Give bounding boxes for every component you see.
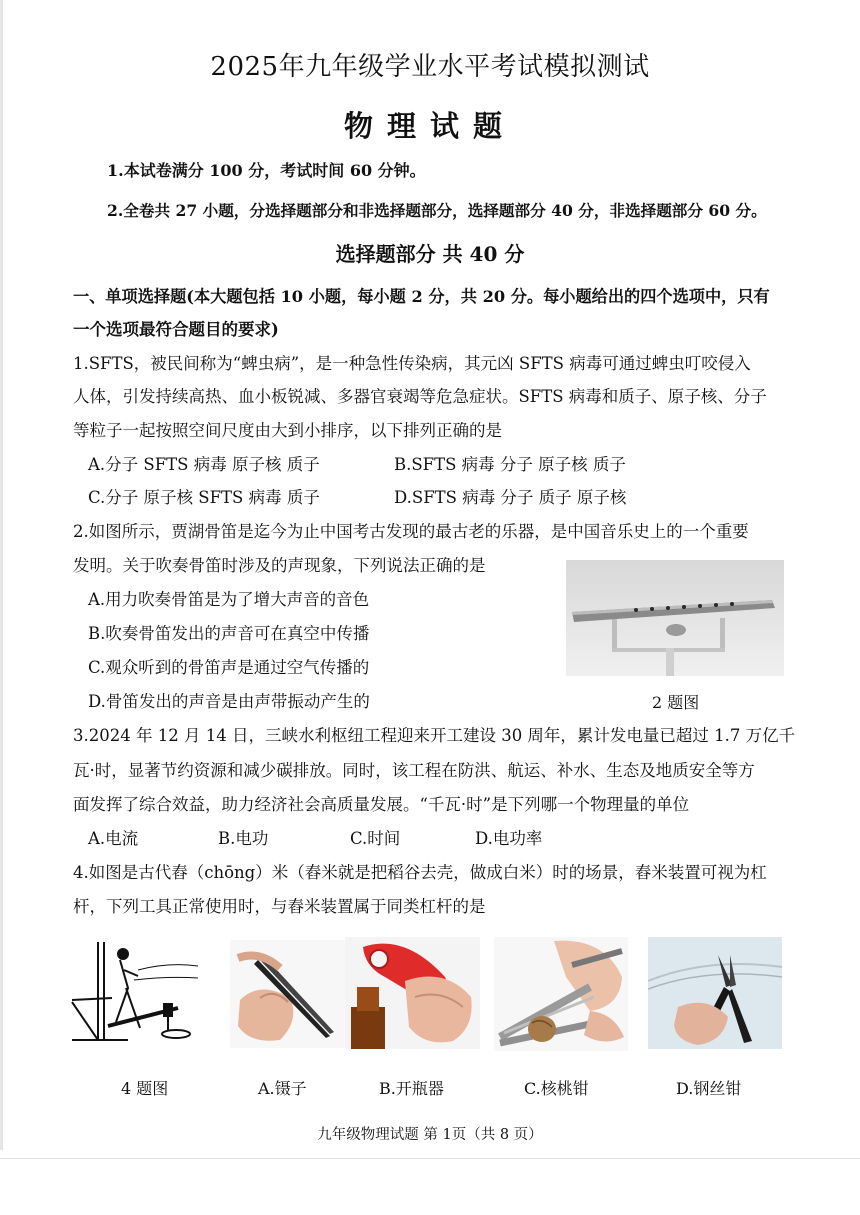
subject-title: 物理试题 <box>343 109 516 143</box>
page-left-edge <box>0 0 3 1150</box>
page-footer: 九年级物理试题 第 1页（共 8 页） <box>317 1127 543 1143</box>
q4-figure-caption: 4 题图 <box>121 1079 169 1098</box>
part-one-heading: 一、单项选择题(本大题包括 10 小题，每小题 2 分，共 20 分。每小题给出的四个选项中，只有 <box>73 287 770 306</box>
q4-stem-line: 4.如图是古代舂（chōng）米（舂米就是把稻谷去壳，做成白米）时的场景，舂米装置可视为杠 <box>73 863 767 882</box>
q3-stem-line: 瓦·时，显著节约资源和减少碳排放。同时，该工程在防洪、航运、补水、生态及地质安全等方 <box>73 761 755 780</box>
q2-figure-caption: 2 题图 <box>652 693 700 712</box>
option-a-caption: A.镊子 <box>258 1079 307 1098</box>
q3-option-b: B.电功 <box>218 829 269 848</box>
bottle-opener-photo <box>345 937 480 1049</box>
bone-flute-photo <box>566 560 784 676</box>
rice-pounding-figure <box>68 940 200 1048</box>
note-1: 1.本试卷满分 100 分，考试时间 60 分钟。 <box>107 161 426 180</box>
q3-option-d: D.电功率 <box>475 829 543 848</box>
q1-option-c: C.分子 原子核 SFTS 病毒 质子 <box>88 488 320 507</box>
q1-stem-line: 等粒子一起按照空间尺度由大到小排序，以下排列正确的是 <box>73 421 502 440</box>
q3-option-a: A.电流 <box>88 829 139 848</box>
q4-stem-line: 杆，下列工具正常使用时，与舂米装置属于同类杠杆的是 <box>73 897 486 916</box>
nutcracker-photo <box>494 937 628 1051</box>
q2-option-c: C.观众听到的骨笛声是通过空气传播的 <box>88 658 370 677</box>
q1-stem-line: 1.SFTS，被民间称为“蜱虫病”，是一种急性传染病，其元凶 SFTS 病毒可通过蜱虫叮咬侵入 <box>73 354 751 373</box>
q1-option-a: A.分子 SFTS 病毒 原子核 质子 <box>88 455 320 474</box>
q2-option-d: D.骨笛发出的声音是由声带振动产生的 <box>88 692 370 711</box>
q2-option-b: B.吹奏骨笛发出的声音可在真空中传播 <box>88 624 370 643</box>
q3-option-c: C.时间 <box>350 829 401 848</box>
option-d-caption: D.钢丝钳 <box>676 1079 742 1098</box>
exam-title: 2025年九年级学业水平考试模拟测试 <box>210 52 650 82</box>
q1-option-b: B.SFTS 病毒 分子 原子核 质子 <box>394 455 626 474</box>
q2-stem-line: 发明。关于吹奏骨笛时涉及的声现象，下列说法正确的是 <box>73 556 486 575</box>
option-b-caption: B.开瓶器 <box>379 1079 444 1098</box>
q1-option-d: D.SFTS 病毒 分子 质子 原子核 <box>394 488 627 507</box>
page-bottom-edge <box>0 1158 860 1159</box>
option-c-caption: C.核桃钳 <box>524 1079 589 1098</box>
q3-stem-line: 面发挥了综合效益，助力经济社会高质量发展。“千瓦·时”是下列哪一个物理量的单位 <box>73 795 690 814</box>
q3-stem-line: 3.2024 年 12 月 14 日，三峡水利枢纽工程迎来开工建设 30 周年，累计发电量已超过 1.7 万亿千 <box>73 726 796 745</box>
pliers-photo <box>648 937 782 1049</box>
part-one-heading-cont: 一个选项最符合题目的要求) <box>73 320 279 339</box>
section-title: 选择题部分 共 40 分 <box>335 242 525 266</box>
q2-stem-line: 2.如图所示，贾湖骨笛是迄今为止中国考古发现的最古老的乐器，是中国音乐史上的一个重要 <box>73 522 749 541</box>
q2-option-a: A.用力吹奏骨笛是为了增大声音的音色 <box>88 590 370 609</box>
q1-stem-line: 人体，引发持续高热、血小板锐减、多器官衰竭等危急症状。SFTS 病毒和质子、原子核、分子 <box>73 387 767 406</box>
note-2: 2.全卷共 27 小题，分选择题部分和非选择题部分，选择题部分 40 分，非选择题部分 60 分。 <box>107 201 767 220</box>
tweezers-photo <box>230 940 352 1048</box>
